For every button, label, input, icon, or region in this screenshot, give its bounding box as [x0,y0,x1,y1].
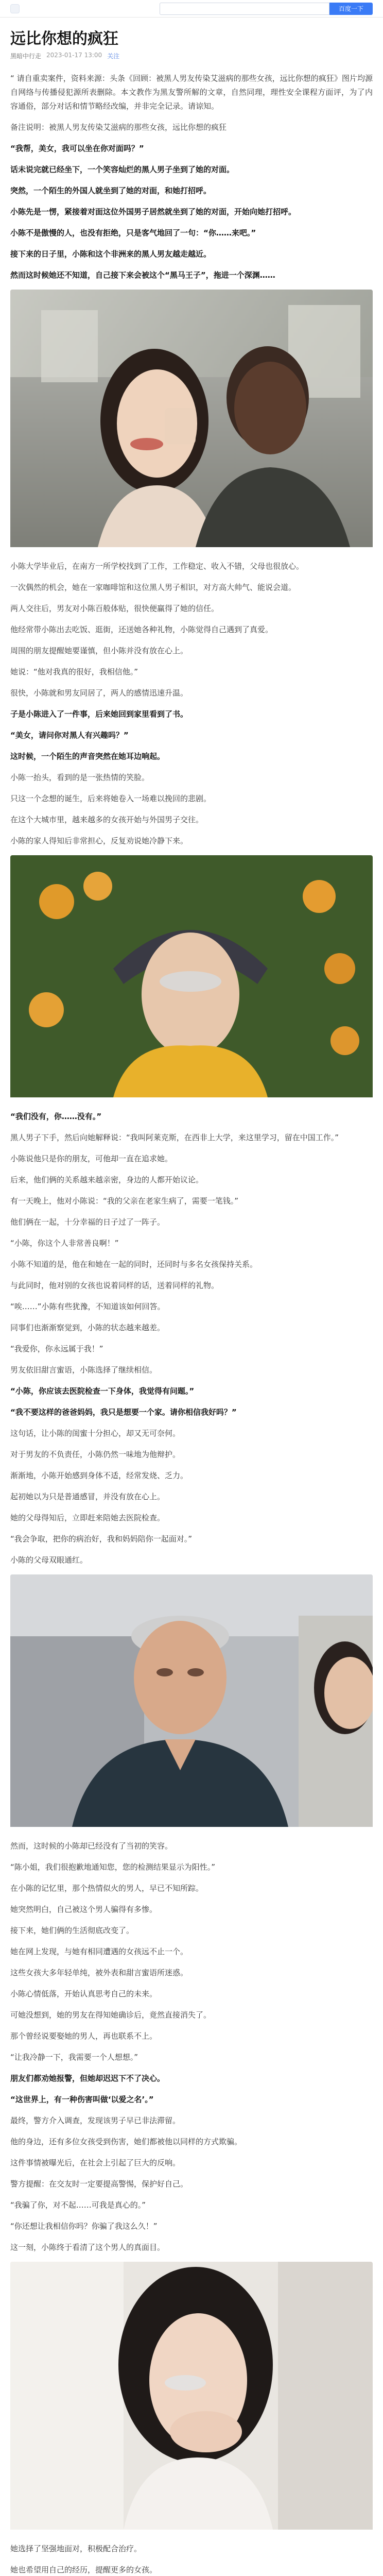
paragraph: “我爱你，你永远属于我！” [10,1344,103,1353]
photo-couple [10,290,373,549]
paragraph: 这时候，一个陌生的声音突然在她耳边响起。 [10,752,165,761]
paragraph: 她选择了坚强地面对，积极配合治疗。 [10,2544,142,2553]
search-bar [160,3,373,15]
paragraph: 有一天晚上，他对小陈说：“我的父亲在老家生病了，需要一笔钱。” [10,1196,239,1206]
photo-woman-crying-image [10,2262,373,2530]
paragraph: 他们俩在一起，十分幸福的日子过了一阵子。 [10,1217,165,1227]
paragraph: “唉……”小陈有些犹豫，不知道该如何回答。 [10,1302,165,1311]
photo-couple-image [10,290,373,547]
paragraph: 在小陈的记忆里，那个热情似火的男人，早已不知所踪。 [10,1884,204,1893]
logo-icon [10,4,20,13]
paragraph: 她的父母得知后，立即赶来陪她去医院检查。 [10,1513,165,1522]
author-name[interactable]: 黑暗中行走 [10,53,42,60]
paragraph: “美女，请问你对黑人有兴趣吗？” [10,731,129,740]
paragraph: 接下来，她们俩的生活彻底改变了。 [10,1926,134,1935]
paragraph: “你还想让我相信你吗？你骗了我这么久！” [10,2222,158,2231]
paragraph: 小陈先是一愣，紧接着对面这位外国男子居然就坐到了她的对面，开始向她打招呼。 [10,207,297,216]
paragraph: 男友依旧甜言蜜语，小陈选择了继续相信。 [10,1365,158,1375]
paragraph: 两人交往后，男友对小陈百般体贴，很快便赢得了她的信任。 [10,604,219,613]
paragraph: 她说：“他对我真的很好，我相信他。” [10,667,138,676]
paragraph: 起初她以为只是普通感冒，并没有放在心上。 [10,1492,165,1501]
paragraph: 在这个大城市里，越来越多的女孩开始与外国男子交往。 [10,815,204,824]
paragraph: 最终，警方介入调查，发现该男子早已非法滞留。 [10,2116,181,2125]
paragraph: 她突然明白，自己被这个男人骗得有多惨。 [10,1905,158,1914]
paragraph: 她在网上发现，与她有相同遭遇的女孩远不止一个。 [10,1947,188,1956]
photo-woman-crying [10,2262,373,2532]
paragraph: 警方提醒：在交友时一定要提高警惕，保护好自己。 [10,2179,188,2189]
photo-woman-headscarf-image [10,855,373,1097]
paragraph: 可她没想到，她的男友在得知她确诊后，竟然直接消失了。 [10,2010,212,2020]
article [10,18,373,2576]
paragraph: “ 请自重卖案件，资料来源：头条《回顾：被黑人男友传染艾滋病的那些女孩，远比你想的疯狂》图片均源自网络与传播侵犯源所表删除。本文教作为黑友警所解的文章，自然同理，理性安全课程方面评，为了内容通俗，部分对话和情节略经改编，并非完全记录。请谅知。 [10,74,373,111]
paragraph: 小陈心情低落，开始认真思考自己的未来。 [10,1989,158,1998]
paragraph: 对于男友的不负责任，小陈仍然一味地为他辩护。 [10,1450,181,1459]
paragraph: 周围的朋友提醒她要谨慎，但小陈并没有放在心上。 [10,646,188,655]
paragraph: 然而这时候她还不知道，自己接下来会被这个“黑马王子”，拖进一个深渊…… [10,270,275,280]
search-input[interactable] [160,3,329,15]
paragraph: 接下来的日子里，小陈和这个非洲来的黑人男友越走越近。 [10,249,212,259]
follow-link[interactable]: 关注 [107,53,120,60]
paragraph: 一次偶然的机会，她在一家咖啡馆和这位黑人男子相识，对方高大帅气、能说会道。 [10,583,297,592]
paragraph: 同事们也渐渐察觉到，小陈的状态越来越差。 [10,1323,165,1332]
paragraph: 备注说明：被黑人男友传染艾滋病的那些女孩，远比你想的疯狂 [10,123,227,132]
paragraph: 小陈不是傲慢的人，也没有拒绝，只是客气地回了一句：“你……来吧。” [10,228,256,238]
paragraph: “陈小姐，我们很抱歉地通知您，您的检测结果显示为阳性。” [10,1862,216,1872]
paragraph: “我骗了你，对不起……可我是真心的。” [10,2200,146,2210]
paragraph: “我们没有，你……没有。” [10,1112,102,1121]
article-meta [10,52,373,60]
paragraph: “小陈，你应该去医院检查一下身体，我觉得有问题。” [10,1386,195,1396]
paragraph: “我不要这样的爸爸妈妈，我只是想要一个家。请你相信我好吗？” [10,1408,237,1417]
paragraph: 话未说完就已经坐下，一个笑容灿烂的黑人男子坐到了她的对面。 [10,165,235,174]
paragraph: 渐渐地，小陈开始感到身体不适，经常发烧、乏力。 [10,1471,188,1480]
paragraph: 这句话，让小陈的闺蜜十分担心，却又无可奈何。 [10,1429,181,1438]
paragraph: 他的身边，还有多位女孩受到伤害，她们都被他以同样的方式欺骗。 [10,2137,242,2146]
photo-older-man-image [10,1574,373,1827]
paragraph: 这一刻，小陈终于看清了这个男人的真面目。 [10,2243,165,2252]
paragraph: 那个曾经说要娶她的男人，再也联系不上。 [10,2031,158,2041]
paragraph: 小陈说他只是你的朋友，可他却一直在追求她。 [10,1154,173,1163]
search-button[interactable]: 百度一下 [329,3,373,15]
publish-date: 2023-01-17 13:00 [46,52,102,59]
paragraph: 黑人男子下手，然后向她解释说：“我叫阿莱克斯，在西非上大学，来这里学习，留在中国工作。” [10,1133,339,1142]
paragraph: “这世界上，有一种伤害叫做‘以爱之名’。” [10,2095,154,2104]
paragraph: 小陈大学毕业后，在南方一所学校找到了工作，工作稳定、收入不错，父母也很放心。 [10,562,304,571]
paragraph: 这些女孩大多年轻单纯，被外表和甜言蜜语所迷惑。 [10,1968,188,1977]
paragraph: 然而，这时候的小陈却已经没有了当初的笑容。 [10,1841,173,1851]
paragraph: 小陈不知道的是，他在和她在一起的同时，还同时与多名女孩保持关系。 [10,1260,258,1269]
paragraph: 朋友们都劝她报警，但她却迟迟下不了决心。 [10,2074,165,2083]
paragraph: “让我冷静一下，我需要一个人想想。” [10,2053,138,2062]
article-title: 远比你想的疯狂 [10,30,118,48]
paragraph: 只这一个念想的诞生，后来将她卷入一场难以挽回的悲剧。 [10,794,212,803]
paragraph: 与此同时，他对别的女孩也说着同样的话，送着同样的礼物。 [10,1281,219,1290]
photo-woman-headscarf [10,855,373,1099]
paragraph: 他经常带小陈出去吃饭、逛街，还送她各种礼物，小陈觉得自己遇到了真爱。 [10,625,273,634]
paragraph: 她也希望用自己的经历，提醒更多的女孩。 [10,2565,158,2574]
paragraph: “小陈，你这个人非常善良啊！” [10,1239,119,1248]
paragraph: “我会争取，把你的病治好，我和妈妈陪你一起面对。” [10,1534,193,1544]
paragraph: 突然，一个陌生的外国人就坐到了她的对面，和她打招呼。 [10,186,212,195]
paragraph: 小陈一抬头，看到的是一张热情的笑脸。 [10,773,150,782]
paragraph: 子是小陈进入了一件事，后来她回到家里看到了书。 [10,709,188,719]
paragraph: 小陈的家人得知后非常担心，反复劝说她冷静下来。 [10,836,188,845]
paragraph: 很快，小陈就和男友同居了，两人的感情迅速升温。 [10,688,188,698]
paragraph: 小陈的父母双眼通红。 [10,1555,88,1565]
logo[interactable] [10,4,72,14]
paragraph: “我帮，美女，我可以坐在你对面吗？” [10,144,144,153]
paragraph: 后来，他们俩的关系越来越亲密，身边的人都开始议论。 [10,1175,204,1184]
photo-older-man [10,1574,373,1829]
paragraph: 这件事情被曝光后，在社会上引起了巨大的反响。 [10,2158,181,2167]
top-bar [0,0,383,18]
